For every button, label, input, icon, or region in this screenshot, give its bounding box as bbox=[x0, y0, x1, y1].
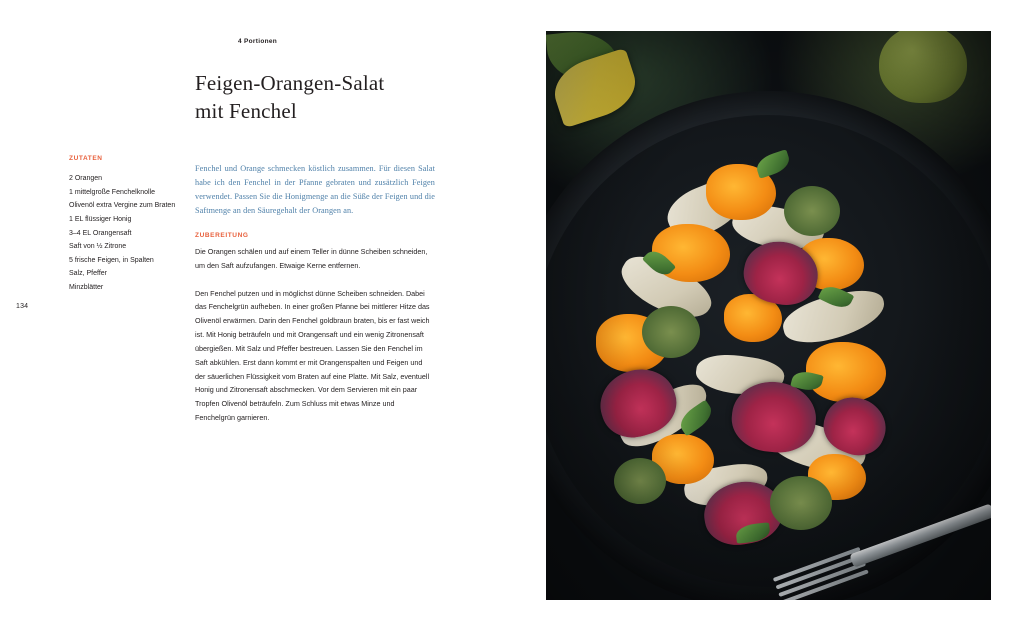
recipe-photo bbox=[546, 31, 991, 600]
recipe-title-line-1: Feigen-Orangen-Salat bbox=[195, 71, 385, 95]
list-item: 1 mittelgroße Fenchelknolle bbox=[69, 188, 155, 196]
preparation-paragraph: Die Orangen schälen und auf einem Teller in dünne Scheiben schneiden, um den Saft aufzufangen. Etwaige Kerne entfernen. bbox=[195, 247, 428, 270]
ingredients-list bbox=[69, 172, 189, 295]
recipe-intro-text: Fenchel und Orange schmecken köstlich zusammen. Für diesen Salat habe ich den Fenchel in der Pfanne gebraten und zusätzlich Feigen verwendet. Passen Sie die Honigmenge an die Süße der Feigen und die Saftmenge an den Säuregehalt der Orangen an. bbox=[195, 164, 435, 216]
preparation-section bbox=[195, 245, 430, 425]
page-number: 134 bbox=[16, 303, 29, 310]
ingredients-heading: ZUTATEN bbox=[69, 155, 103, 162]
preparation-heading: ZUBEREITUNG bbox=[195, 232, 249, 239]
list-item: Minzblätter bbox=[69, 284, 104, 292]
whole-fig bbox=[770, 476, 832, 530]
list-item: 3–4 EL Orangensaft bbox=[69, 229, 132, 237]
list-item: 2 Orangen bbox=[69, 175, 103, 182]
list-item: Saft von ½ Zitrone bbox=[69, 243, 127, 251]
salad-composition bbox=[556, 146, 976, 566]
pear-fruit bbox=[879, 31, 967, 103]
whole-fig bbox=[614, 458, 666, 504]
orange-slice bbox=[806, 342, 886, 402]
list-item: 5 frische Feigen, in Spalten bbox=[69, 256, 154, 264]
page-title bbox=[195, 70, 495, 126]
ingredients-section bbox=[69, 155, 189, 295]
list-item: Salz, Pfeffer bbox=[69, 270, 108, 278]
recipe-title-line-2: mit Fenchel bbox=[195, 98, 297, 123]
whole-fig bbox=[784, 186, 840, 236]
preparation-paragraph: Den Fenchel putzen und in möglichst dünne Scheiben schneiden. Dabei das Fenchelgrün aufheben. In einer großen Pfanne bei mittlerer Hitze das Olivenöl erwärmen. Darin den Fenchel goldbraun braten, bis er fast weich ist. Mit Honig beträufeln und mit Orangensaft und ein wenig Zitronensaft übergießen. Mit Salz und Pfeffer bestreuen. Lassen Sie den Fenchel im Saft abkühlen. Erst dann kommt er mit Orangenspalten und Feigen und der säuerlichen Flüssigkeit vom Braten auf eine Platte. Mit Salz, eventuell Honig und Zitronensaft abschmecken. Vor dem Servieren mit ein paar Tropfen Olivenöl beträufeln. Zum Schluss mit etwas Minze und Fenchelgrün garnieren. bbox=[195, 288, 430, 423]
servings-label: 4 Portionen bbox=[238, 38, 278, 45]
list-item: 1 EL flüssiger Honig bbox=[69, 215, 132, 223]
mint-leaf bbox=[754, 149, 793, 179]
list-item: Olivenöl extra Vergine zum Braten bbox=[69, 202, 176, 210]
whole-fig bbox=[642, 306, 700, 358]
